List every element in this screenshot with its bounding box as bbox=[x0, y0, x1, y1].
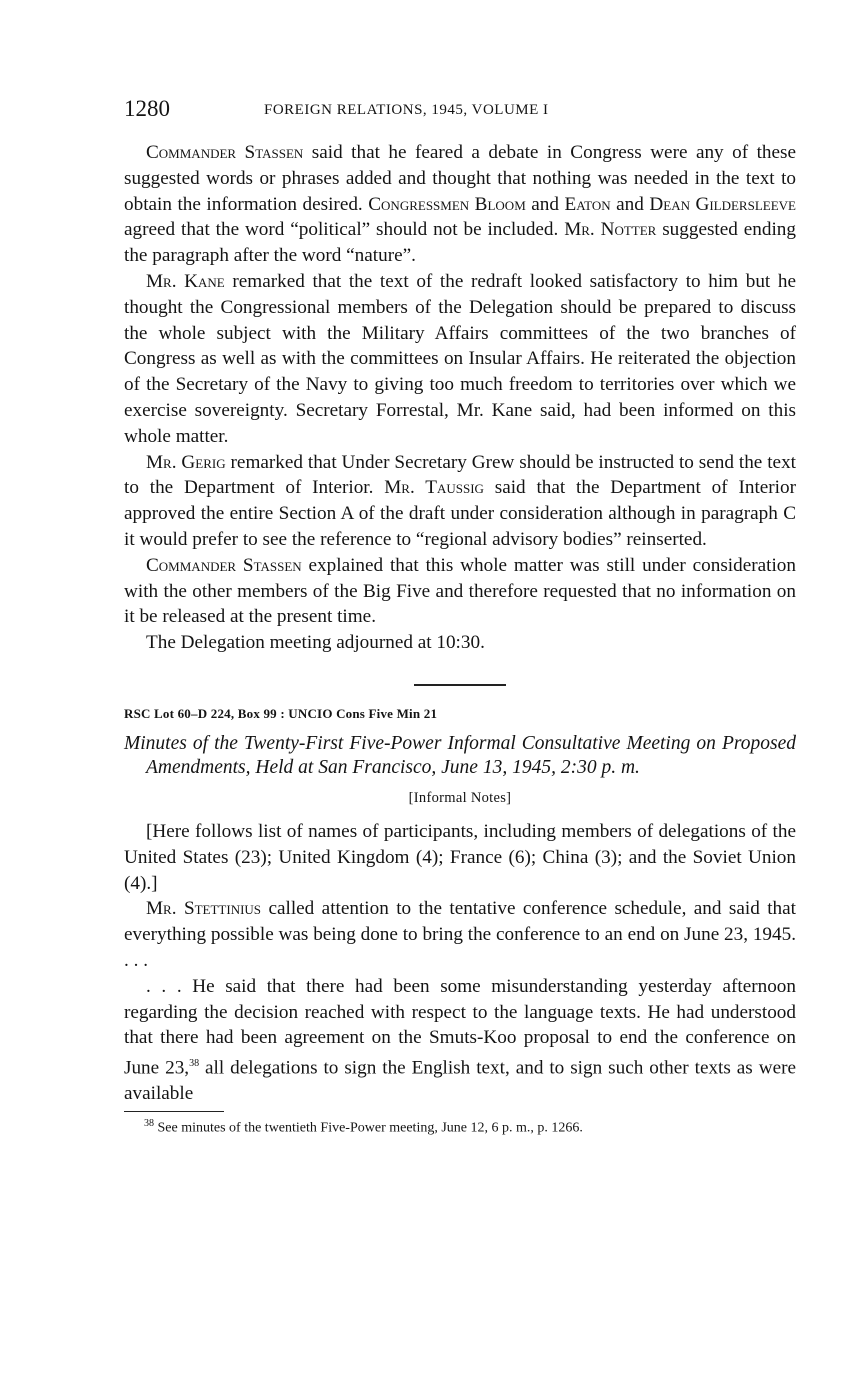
document-page bbox=[124, 96, 796, 1137]
page-number: 1280 bbox=[124, 96, 170, 121]
paragraph-text: said that he feared a debate in Congress were any of these suggested words or phrases added and thought that nothing was needed in the text to obtain the information desired. bbox=[124, 142, 796, 215]
speaker-name: Mr. Notter bbox=[564, 219, 657, 241]
paragraph-text: and bbox=[610, 193, 650, 215]
section-2-body bbox=[124, 819, 796, 1107]
paragraph bbox=[124, 140, 796, 269]
speaker-name: Mr. Kane bbox=[146, 270, 225, 292]
footnote-reference[interactable]: 38 bbox=[189, 1058, 200, 1070]
document-subheading: [Informal Notes] bbox=[408, 789, 512, 806]
paragraph-text: called attention to the tentative conference schedule, and said that everything possible was being done to bring the conference to an end on June 23, 1945. . . . bbox=[124, 898, 796, 971]
speaker-name: Dean Gildersleeve bbox=[649, 193, 796, 215]
running-head bbox=[124, 96, 796, 130]
paragraph-text: all delegations to sign the English text, and to sign such other texts as were available bbox=[124, 1057, 796, 1105]
section-1-body bbox=[124, 140, 796, 656]
paragraph bbox=[124, 553, 796, 630]
paragraph-text: suggested ending the paragraph after the word “nature”. bbox=[124, 219, 796, 267]
paragraph-text: explained that this whole matter was still under consideration with the other members of the Big Five and therefore requested that no information on it be released at the present time. bbox=[124, 554, 796, 628]
speaker-name: Commander Stassen bbox=[146, 142, 304, 163]
paragraph bbox=[124, 269, 796, 450]
speaker-name: Eaton bbox=[564, 193, 611, 215]
paragraph-text: . . . He said that there had been some misunderstanding yesterday afternoon regarding the decision reached with respect to the language texts. He had understood that there had been agreement on the Smuts-Koo proposal to end the conference on June 23, bbox=[124, 975, 796, 1079]
paragraph bbox=[124, 974, 796, 1107]
speaker-name: Commander Stassen bbox=[146, 554, 302, 576]
running-title: FOREIGN RELATIONS, 1945, VOLUME I bbox=[264, 102, 549, 118]
paragraph-text: agreed that the word “political” should not be included. bbox=[124, 219, 565, 241]
footnote-divider bbox=[124, 1111, 224, 1112]
paragraph-text: The Delegation meeting adjourned at 10:30. bbox=[146, 632, 485, 654]
paragraph-text: [Here follows list of names of participants, including members of delegations of the United States (23); United Kingdom (4); France (6); China (3); and the Soviet Union (4).] bbox=[124, 820, 796, 894]
speaker-name: Mr. Taussig bbox=[384, 477, 484, 499]
document-heading: Minutes of the Twenty-First Five-Power Informal Consultative Meeting on Proposed Amendments, Held at San Francisco, June 13, 1945, 2:30 p. m. bbox=[124, 732, 796, 778]
paragraph bbox=[124, 819, 796, 896]
paragraph bbox=[124, 896, 796, 973]
source-citation: RSC Lot 60–D 224, Box 99 : UNCIO Cons Five Min 21 bbox=[124, 705, 438, 721]
footnote-text: See minutes of the twentieth Five-Power meeting, June 12, 6 p. m., p. 1266. bbox=[154, 1120, 583, 1136]
paragraph-text: remarked that the text of the redraft looked satisfactory to him but he thought the Congressional members of the Delegation should be prepared to discuss the whole subject with the Military Affairs committees of the two branches of Congress as well as with the committees on Insular Affairs. He reiterated the objection of the Secretary of the Navy to giving too much freedom to territories over which we exercise sovereignty. Secretary Forrestal, Mr. Kane said, had been informed on this whole matter. bbox=[124, 270, 796, 447]
section-divider bbox=[414, 684, 506, 686]
paragraph bbox=[124, 630, 796, 656]
speaker-name: Mr. Gerig bbox=[146, 451, 226, 473]
paragraph-text: remarked that Under Secretary Grew should be instructed to send the text to the Department of Interior. bbox=[124, 451, 796, 499]
paragraph-text: said that the Department of Interior approved the entire Section A of the draft under consideration although in paragraph C it would prefer to see the reference to “regional advisory bodies” reinserted. bbox=[124, 477, 796, 550]
speaker-name: Congressmen Bloom bbox=[368, 193, 526, 215]
footnote-number: 38 bbox=[144, 1118, 154, 1130]
footnote bbox=[124, 1118, 796, 1137]
speaker-name: Mr. Stettinius bbox=[146, 898, 262, 920]
paragraph bbox=[124, 450, 796, 553]
paragraph-text: and bbox=[525, 193, 565, 215]
